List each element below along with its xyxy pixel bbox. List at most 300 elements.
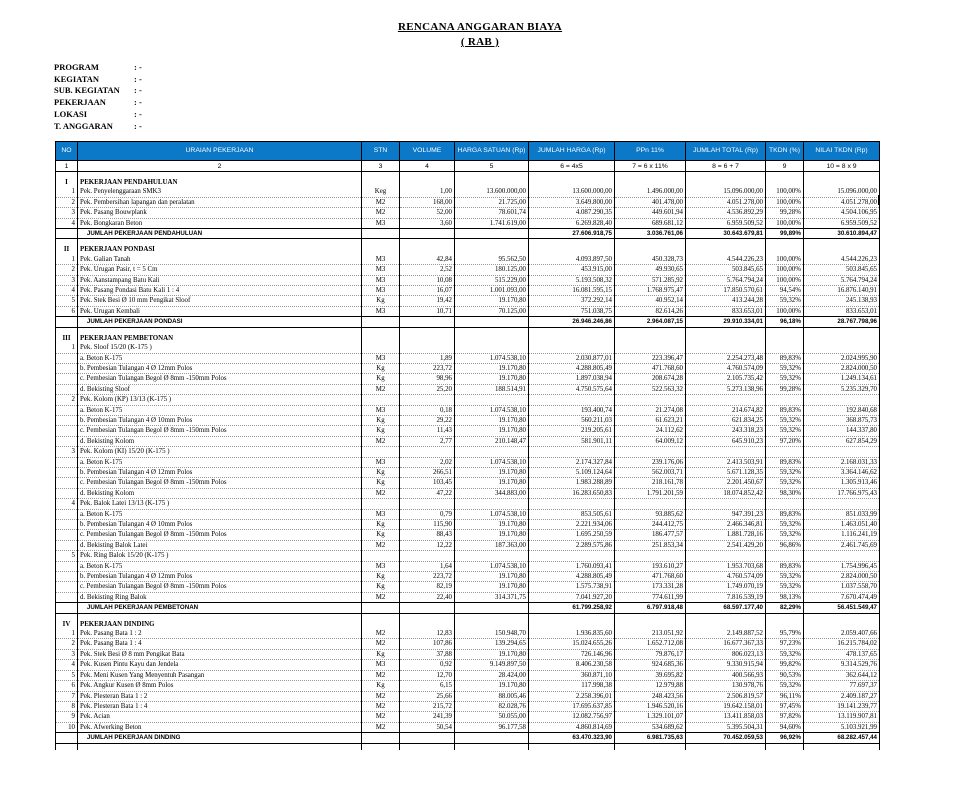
item-description: Pek. Kolom (KP) 13/13 (K-175 ) bbox=[78, 395, 362, 405]
item-ppn: 61.623,21 bbox=[615, 415, 686, 425]
item-jumlah-harga bbox=[529, 499, 615, 509]
empty-cell bbox=[455, 317, 529, 327]
empty-cell bbox=[362, 245, 400, 254]
item-jumlah-harga: 1.760.093,41 bbox=[529, 561, 615, 571]
item-nilai-tkdn: 192.840,68 bbox=[804, 405, 880, 415]
item-description: Pek. Pasang Bata 1 : 2 bbox=[78, 629, 362, 639]
table-row bbox=[56, 660, 880, 670]
table-row bbox=[56, 681, 880, 691]
item-jumlah-total: 806.023,13 bbox=[686, 649, 766, 659]
item-jumlah-harga: 453.915,00 bbox=[529, 265, 615, 275]
table-row bbox=[56, 520, 880, 530]
item-unit-price: 1.001.093,00 bbox=[455, 286, 529, 296]
item-description: Pek. Kusen Pintu Kayu dan Jendela bbox=[78, 660, 362, 670]
item-number: 9 bbox=[56, 712, 78, 722]
item-unit-price: 1.074.538,10 bbox=[455, 509, 529, 519]
item-unit-price: 187.363,00 bbox=[455, 540, 529, 550]
item-ppn bbox=[615, 395, 686, 405]
item-unit: M2 bbox=[362, 436, 400, 446]
item-ppn: 213.051,92 bbox=[615, 629, 686, 639]
item-nilai-tkdn: 19.141.239,77 bbox=[804, 701, 880, 711]
empty-cell bbox=[400, 743, 455, 750]
total-nilai-tkdn: 68.282.457,44 bbox=[804, 733, 880, 743]
item-number: 5 bbox=[56, 670, 78, 680]
item-tkdn-percent: 99,82% bbox=[766, 660, 804, 670]
item-unit-price: 50.055,00 bbox=[455, 712, 529, 722]
item-unit-price: 1.074.538,10 bbox=[455, 457, 529, 467]
table-row bbox=[56, 286, 880, 296]
section-row bbox=[56, 334, 880, 343]
table-header-row bbox=[56, 142, 880, 161]
item-unit-price: 19.170,80 bbox=[455, 426, 529, 436]
table-row bbox=[56, 353, 880, 363]
total-label: JUMLAH PEKERJAAN PENDAHULUAN bbox=[78, 229, 362, 239]
item-jumlah-harga: 117.998,38 bbox=[529, 681, 615, 691]
item-number bbox=[56, 415, 78, 425]
item-volume: 215,72 bbox=[400, 701, 455, 711]
item-nilai-tkdn: 1.305.913,46 bbox=[804, 478, 880, 488]
item-volume: 0,79 bbox=[400, 509, 455, 519]
empty-cell bbox=[615, 334, 686, 343]
empty-cell bbox=[686, 334, 766, 343]
table-row bbox=[56, 275, 880, 285]
empty-cell bbox=[362, 334, 400, 343]
section-number: IV bbox=[56, 620, 78, 629]
item-volume: 82,19 bbox=[400, 582, 455, 592]
empty-cell bbox=[529, 178, 615, 187]
item-jumlah-harga: 13.600.000,00 bbox=[529, 187, 615, 197]
item-jumlah-harga: 8.406.230,58 bbox=[529, 660, 615, 670]
item-tkdn-percent: 59,32% bbox=[766, 681, 804, 691]
item-description: Pek. Urugan Pasir, t = 5 Cm bbox=[78, 265, 362, 275]
item-ppn: 1.768.975,47 bbox=[615, 286, 686, 296]
item-volume: 10,71 bbox=[400, 306, 455, 316]
item-volume: 16,07 bbox=[400, 286, 455, 296]
item-nilai-tkdn: 16.215.784,02 bbox=[804, 639, 880, 649]
item-volume bbox=[400, 343, 455, 353]
item-number: 10 bbox=[56, 722, 78, 732]
meta-row bbox=[54, 121, 142, 133]
table-row bbox=[56, 296, 880, 306]
item-volume: 29,22 bbox=[400, 415, 455, 425]
item-number bbox=[56, 530, 78, 540]
item-nilai-tkdn: 4.051.278,00 bbox=[804, 197, 880, 207]
item-number: 1 bbox=[56, 255, 78, 265]
item-jumlah-total: 2.506.819,57 bbox=[686, 691, 766, 701]
item-description: b. Pembesian Tulangan 4 Ø 10mm Polos bbox=[78, 415, 362, 425]
empty-cell bbox=[529, 620, 615, 629]
item-ppn: 223.396,47 bbox=[615, 353, 686, 363]
item-description: Pek. Sloof 15/20 (K-175 ) bbox=[78, 343, 362, 353]
table-row bbox=[56, 540, 880, 550]
item-nilai-tkdn: 4.504.106,95 bbox=[804, 208, 880, 218]
total-jumlah-harga: 26.946.246,86 bbox=[529, 317, 615, 327]
item-unit bbox=[362, 447, 400, 457]
item-nilai-tkdn: 627.854,29 bbox=[804, 436, 880, 446]
item-tkdn-percent: 59,32% bbox=[766, 296, 804, 306]
item-ppn: 1.791.201,59 bbox=[615, 488, 686, 498]
item-number bbox=[56, 384, 78, 394]
empty-cell bbox=[686, 743, 766, 750]
empty-cell bbox=[615, 620, 686, 629]
empty-cell bbox=[455, 620, 529, 629]
item-number: 4 bbox=[56, 218, 78, 228]
item-tkdn-percent: 59,32% bbox=[766, 374, 804, 384]
item-nilai-tkdn: 362.644,12 bbox=[804, 670, 880, 680]
item-volume bbox=[400, 551, 455, 561]
item-description: b. Pembesian Tulangan 4 Ø 12mm Polos bbox=[78, 363, 362, 373]
item-ppn: 689.681,12 bbox=[615, 218, 686, 228]
table-row bbox=[56, 629, 880, 639]
item-number bbox=[56, 561, 78, 571]
item-jumlah-total: 4.536.892,29 bbox=[686, 208, 766, 218]
project-info bbox=[54, 62, 142, 132]
item-volume: 25,66 bbox=[400, 691, 455, 701]
item-description: c. Pembesian Tulangan Begol Ø 8mm -150mm Polos bbox=[78, 582, 362, 592]
item-tkdn-percent: 100,00% bbox=[766, 306, 804, 316]
item-jumlah-total bbox=[686, 499, 766, 509]
item-unit-price: 19.170,80 bbox=[455, 582, 529, 592]
item-tkdn-percent: 100,00% bbox=[766, 218, 804, 228]
item-unit-price: 19.170,80 bbox=[455, 478, 529, 488]
table-row bbox=[56, 405, 880, 415]
item-jumlah-harga: 2.258.396,01 bbox=[529, 691, 615, 701]
empty-cell bbox=[766, 743, 804, 750]
item-jumlah-total: 243.318,23 bbox=[686, 426, 766, 436]
item-unit: Kg bbox=[362, 582, 400, 592]
item-tkdn-percent: 100,00% bbox=[766, 275, 804, 285]
item-unit: M3 bbox=[362, 660, 400, 670]
empty-cell bbox=[362, 317, 400, 327]
item-ppn: 193.610,27 bbox=[615, 561, 686, 571]
item-number bbox=[56, 457, 78, 467]
item-unit-price: 150.948,70 bbox=[455, 629, 529, 639]
item-number: 2 bbox=[56, 395, 78, 405]
item-description: Pek. Urugan Kembali bbox=[78, 306, 362, 316]
table-row bbox=[56, 415, 880, 425]
item-jumlah-total: 18.074.852,42 bbox=[686, 488, 766, 498]
table-row bbox=[56, 426, 880, 436]
item-description: a. Beton K-175 bbox=[78, 561, 362, 571]
item-jumlah-harga: 3.649.800,00 bbox=[529, 197, 615, 207]
total-ppn: 3.036.761,06 bbox=[615, 229, 686, 239]
item-ppn: 21.274,08 bbox=[615, 405, 686, 415]
item-ppn bbox=[615, 447, 686, 457]
item-description: Pek. Bongkaran Beton bbox=[78, 218, 362, 228]
item-unit: M3 bbox=[362, 265, 400, 275]
section-total-row bbox=[56, 317, 880, 327]
total-ppn: 6.981.735,63 bbox=[615, 733, 686, 743]
item-tkdn-percent: 59,32% bbox=[766, 572, 804, 582]
meta-row bbox=[54, 74, 142, 86]
item-jumlah-harga bbox=[529, 551, 615, 561]
item-tkdn-percent: 59,32% bbox=[766, 649, 804, 659]
item-tkdn-percent: 95,79% bbox=[766, 629, 804, 639]
item-ppn: 82.614,26 bbox=[615, 306, 686, 316]
item-ppn: 1.946.520,16 bbox=[615, 701, 686, 711]
empty-cell bbox=[455, 603, 529, 613]
empty-cell bbox=[766, 620, 804, 629]
item-jumlah-harga: 1.936.835,60 bbox=[529, 629, 615, 639]
item-jumlah-harga: 12.082.756,97 bbox=[529, 712, 615, 722]
item-unit-price: 78.601,74 bbox=[455, 208, 529, 218]
empty-cell bbox=[362, 603, 400, 613]
item-nilai-tkdn: 5.764.794,24 bbox=[804, 275, 880, 285]
item-jumlah-harga: 5.193.508,32 bbox=[529, 275, 615, 285]
column-header: JUMLAH HARGA (Rp) bbox=[529, 142, 615, 161]
item-description: Pek. Pasang Bouwplank bbox=[78, 208, 362, 218]
document-title: RENCANA ANGGARAN BIAYA bbox=[397, 21, 563, 33]
item-ppn: 450.328,73 bbox=[615, 255, 686, 265]
empty-cell bbox=[400, 178, 455, 187]
meta-value: : - bbox=[134, 62, 142, 72]
item-jumlah-total: 7.816.539,19 bbox=[686, 592, 766, 602]
item-unit: Kg bbox=[362, 681, 400, 691]
item-volume bbox=[400, 447, 455, 457]
item-unit: Kg bbox=[362, 649, 400, 659]
item-volume: 37,88 bbox=[400, 649, 455, 659]
item-jumlah-total bbox=[686, 551, 766, 561]
item-number: 4 bbox=[56, 660, 78, 670]
item-unit-price: 28.424,00 bbox=[455, 670, 529, 680]
empty-cell bbox=[56, 603, 78, 613]
item-unit-price: 314.371,75 bbox=[455, 592, 529, 602]
column-header: URAIAN PEKERJAAN bbox=[78, 142, 362, 161]
item-description: c. Pembesian Tulangan Begol Ø 8mm -150mm Polos bbox=[78, 374, 362, 384]
item-tkdn-percent: 89,83% bbox=[766, 457, 804, 467]
item-volume: 10,08 bbox=[400, 275, 455, 285]
item-nilai-tkdn: 2.461.745,69 bbox=[804, 540, 880, 550]
item-jumlah-total: 5.273.138,96 bbox=[686, 384, 766, 394]
item-tkdn-percent bbox=[766, 551, 804, 561]
meta-value: : - bbox=[134, 108, 142, 119]
item-jumlah-harga: 5.109.124,64 bbox=[529, 467, 615, 477]
item-unit-price: 88.005,46 bbox=[455, 691, 529, 701]
item-description: Pek. Ring Balok 15/20 (K-175 ) bbox=[78, 551, 362, 561]
empty-cell bbox=[400, 245, 455, 254]
item-tkdn-percent: 99,28% bbox=[766, 208, 804, 218]
empty-cell bbox=[686, 178, 766, 187]
item-ppn: 251.853,34 bbox=[615, 540, 686, 550]
item-tkdn-percent bbox=[766, 499, 804, 509]
item-ppn: 24.112,62 bbox=[615, 426, 686, 436]
empty-cell bbox=[362, 229, 400, 239]
item-ppn: 401.478,00 bbox=[615, 197, 686, 207]
item-number bbox=[56, 363, 78, 373]
item-jumlah-harga: 1.983.288,89 bbox=[529, 478, 615, 488]
item-volume: 22,40 bbox=[400, 592, 455, 602]
item-tkdn-percent: 98,13% bbox=[766, 592, 804, 602]
item-jumlah-harga: 372.292,14 bbox=[529, 296, 615, 306]
item-unit-price: 19.170,80 bbox=[455, 415, 529, 425]
cell-cursor-mark bbox=[878, 195, 879, 205]
empty-cell bbox=[400, 229, 455, 239]
item-unit: M2 bbox=[362, 540, 400, 550]
item-jumlah-total: 621.834,25 bbox=[686, 415, 766, 425]
total-tkdn-percent: 96,92% bbox=[766, 733, 804, 743]
item-jumlah-total: 2.105.735,42 bbox=[686, 374, 766, 384]
item-unit-price: 188.514,91 bbox=[455, 384, 529, 394]
item-tkdn-percent bbox=[766, 447, 804, 457]
item-volume: 0,92 bbox=[400, 660, 455, 670]
table-row bbox=[56, 457, 880, 467]
meta-key: PEKERJAAN bbox=[54, 97, 106, 108]
meta-key: T. ANGGARAN bbox=[54, 120, 113, 131]
meta-key: PROGRAM bbox=[54, 62, 99, 72]
item-jumlah-harga: 2.221.934,06 bbox=[529, 520, 615, 530]
item-number: 3 bbox=[56, 275, 78, 285]
empty-cell bbox=[804, 334, 880, 343]
total-jumlah-total: 68.597.177,40 bbox=[686, 603, 766, 613]
item-unit: Kg bbox=[362, 520, 400, 530]
meta-row bbox=[54, 62, 142, 74]
item-tkdn-percent bbox=[766, 343, 804, 353]
column-header: PPn 11% bbox=[615, 142, 686, 161]
item-number: 2 bbox=[56, 265, 78, 275]
item-jumlah-total: 1.881.728,16 bbox=[686, 530, 766, 540]
item-unit-price bbox=[455, 395, 529, 405]
column-header: STN bbox=[362, 142, 400, 161]
item-description: d. Bekisting Sloof bbox=[78, 384, 362, 394]
item-nilai-tkdn: 851.033,99 bbox=[804, 509, 880, 519]
item-unit: M3 bbox=[362, 218, 400, 228]
item-number bbox=[56, 520, 78, 530]
item-ppn: 39.695,82 bbox=[615, 670, 686, 680]
item-nilai-tkdn: 368.875,73 bbox=[804, 415, 880, 425]
item-description: Pek. Galian Tanah bbox=[78, 255, 362, 265]
item-number: 6 bbox=[56, 306, 78, 316]
item-nilai-tkdn: 478.137,65 bbox=[804, 649, 880, 659]
item-nilai-tkdn: 833.653,01 bbox=[804, 306, 880, 316]
column-number: 2 bbox=[78, 161, 362, 172]
empty-cell bbox=[455, 733, 529, 743]
section-title: PEKERJAAN PEMBETONAN bbox=[78, 334, 362, 343]
item-unit-price: 19.170,80 bbox=[455, 296, 529, 306]
item-unit-price bbox=[455, 343, 529, 353]
column-number: 7 = 6 x 11% bbox=[615, 161, 686, 172]
item-description: Pek. Afwerking Beton bbox=[78, 722, 362, 732]
item-ppn bbox=[615, 551, 686, 561]
item-number: 7 bbox=[56, 691, 78, 701]
item-volume: 3,60 bbox=[400, 218, 455, 228]
total-ppn: 2.964.087,15 bbox=[615, 317, 686, 327]
item-jumlah-total: 9.330.915,94 bbox=[686, 660, 766, 670]
document-subtitle: ( RAB ) bbox=[460, 36, 500, 48]
item-jumlah-total: 833.653,01 bbox=[686, 306, 766, 316]
item-nilai-tkdn: 3.364.146,62 bbox=[804, 467, 880, 477]
table-row bbox=[56, 499, 880, 509]
item-ppn: 186.477,57 bbox=[615, 530, 686, 540]
item-volume: 0,18 bbox=[400, 405, 455, 415]
item-tkdn-percent: 98,30% bbox=[766, 488, 804, 498]
item-jumlah-total: 6.959.509,52 bbox=[686, 218, 766, 228]
item-unit-price: 19.170,80 bbox=[455, 467, 529, 477]
item-unit: M3 bbox=[362, 561, 400, 571]
item-nilai-tkdn: 9.314.529,76 bbox=[804, 660, 880, 670]
empty-cell bbox=[455, 178, 529, 187]
meta-key: SUB. KEGIATAN bbox=[54, 85, 120, 96]
item-volume: 2,77 bbox=[400, 436, 455, 446]
item-number: 2 bbox=[56, 197, 78, 207]
item-volume: 47,22 bbox=[400, 488, 455, 498]
rab-table bbox=[55, 141, 880, 750]
empty-cell bbox=[362, 620, 400, 629]
item-number: 1 bbox=[56, 187, 78, 197]
item-unit: M2 bbox=[362, 629, 400, 639]
table-row bbox=[56, 255, 880, 265]
item-volume: 1,64 bbox=[400, 561, 455, 571]
item-unit: Kg bbox=[362, 467, 400, 477]
item-unit-price: 82.028,76 bbox=[455, 701, 529, 711]
item-unit: M2 bbox=[362, 691, 400, 701]
empty-cell bbox=[362, 743, 400, 750]
item-number bbox=[56, 405, 78, 415]
item-tkdn-percent: 96,86% bbox=[766, 540, 804, 550]
table-row bbox=[56, 551, 880, 561]
item-nilai-tkdn: 6.959.509,52 bbox=[804, 218, 880, 228]
empty-cell bbox=[56, 317, 78, 327]
item-ppn: 79.876,17 bbox=[615, 649, 686, 659]
item-number: 3 bbox=[56, 649, 78, 659]
item-tkdn-percent: 94,54% bbox=[766, 286, 804, 296]
item-unit-price: 1.741.619,00 bbox=[455, 218, 529, 228]
column-header: VOLUME bbox=[400, 142, 455, 161]
table-row bbox=[56, 374, 880, 384]
item-jumlah-harga: 17.695.637,85 bbox=[529, 701, 615, 711]
item-jumlah-total bbox=[686, 447, 766, 457]
item-jumlah-total: 503.845,65 bbox=[686, 265, 766, 275]
item-ppn: 774.611,99 bbox=[615, 592, 686, 602]
item-jumlah-total: 2.201.450,67 bbox=[686, 478, 766, 488]
total-nilai-tkdn: 30.610.894,47 bbox=[804, 229, 880, 239]
item-ppn: 1.496.000,00 bbox=[615, 187, 686, 197]
item-nilai-tkdn: 13.119.907,81 bbox=[804, 712, 880, 722]
item-jumlah-harga: 6.269.828,40 bbox=[529, 218, 615, 228]
item-ppn: 93.885,62 bbox=[615, 509, 686, 519]
item-ppn: 522.563,32 bbox=[615, 384, 686, 394]
section-total-row bbox=[56, 733, 880, 743]
empty-cell bbox=[615, 743, 686, 750]
item-jumlah-harga: 560.211,03 bbox=[529, 415, 615, 425]
section-row bbox=[56, 178, 880, 187]
column-number: 8 = 6 + 7 bbox=[686, 161, 766, 172]
item-description: a. Beton K-175 bbox=[78, 457, 362, 467]
item-number: 5 bbox=[56, 551, 78, 561]
item-volume: 12,83 bbox=[400, 629, 455, 639]
table-row bbox=[56, 208, 880, 218]
item-unit: M2 bbox=[362, 639, 400, 649]
total-label: JUMLAH PEKERJAAN PONDASI bbox=[78, 317, 362, 327]
total-jumlah-total: 70.452.059,53 bbox=[686, 733, 766, 743]
item-jumlah-harga: 4.860.814,69 bbox=[529, 722, 615, 732]
item-tkdn-percent: 94,60% bbox=[766, 722, 804, 732]
section-row bbox=[56, 245, 880, 254]
item-tkdn-percent: 100,00% bbox=[766, 197, 804, 207]
item-ppn: 64.009,12 bbox=[615, 436, 686, 446]
empty-cell bbox=[455, 334, 529, 343]
total-jumlah-total: 30.643.679,81 bbox=[686, 229, 766, 239]
item-jumlah-harga: 1.575.738,91 bbox=[529, 582, 615, 592]
item-jumlah-total bbox=[686, 395, 766, 405]
meta-key: LOKASI bbox=[54, 108, 88, 119]
item-tkdn-percent: 97,45% bbox=[766, 701, 804, 711]
item-tkdn-percent: 100,00% bbox=[766, 265, 804, 275]
item-nilai-tkdn: 1.037.558,70 bbox=[804, 582, 880, 592]
item-description: c. Pembesian Tulangan Begol Ø 8mm -150mm Polos bbox=[78, 530, 362, 540]
item-description: b. Pembesian Tulangan 4 Ø 10mm Polos bbox=[78, 520, 362, 530]
item-unit-price: 19.170,80 bbox=[455, 374, 529, 384]
item-unit-price: 1.074.538,10 bbox=[455, 353, 529, 363]
